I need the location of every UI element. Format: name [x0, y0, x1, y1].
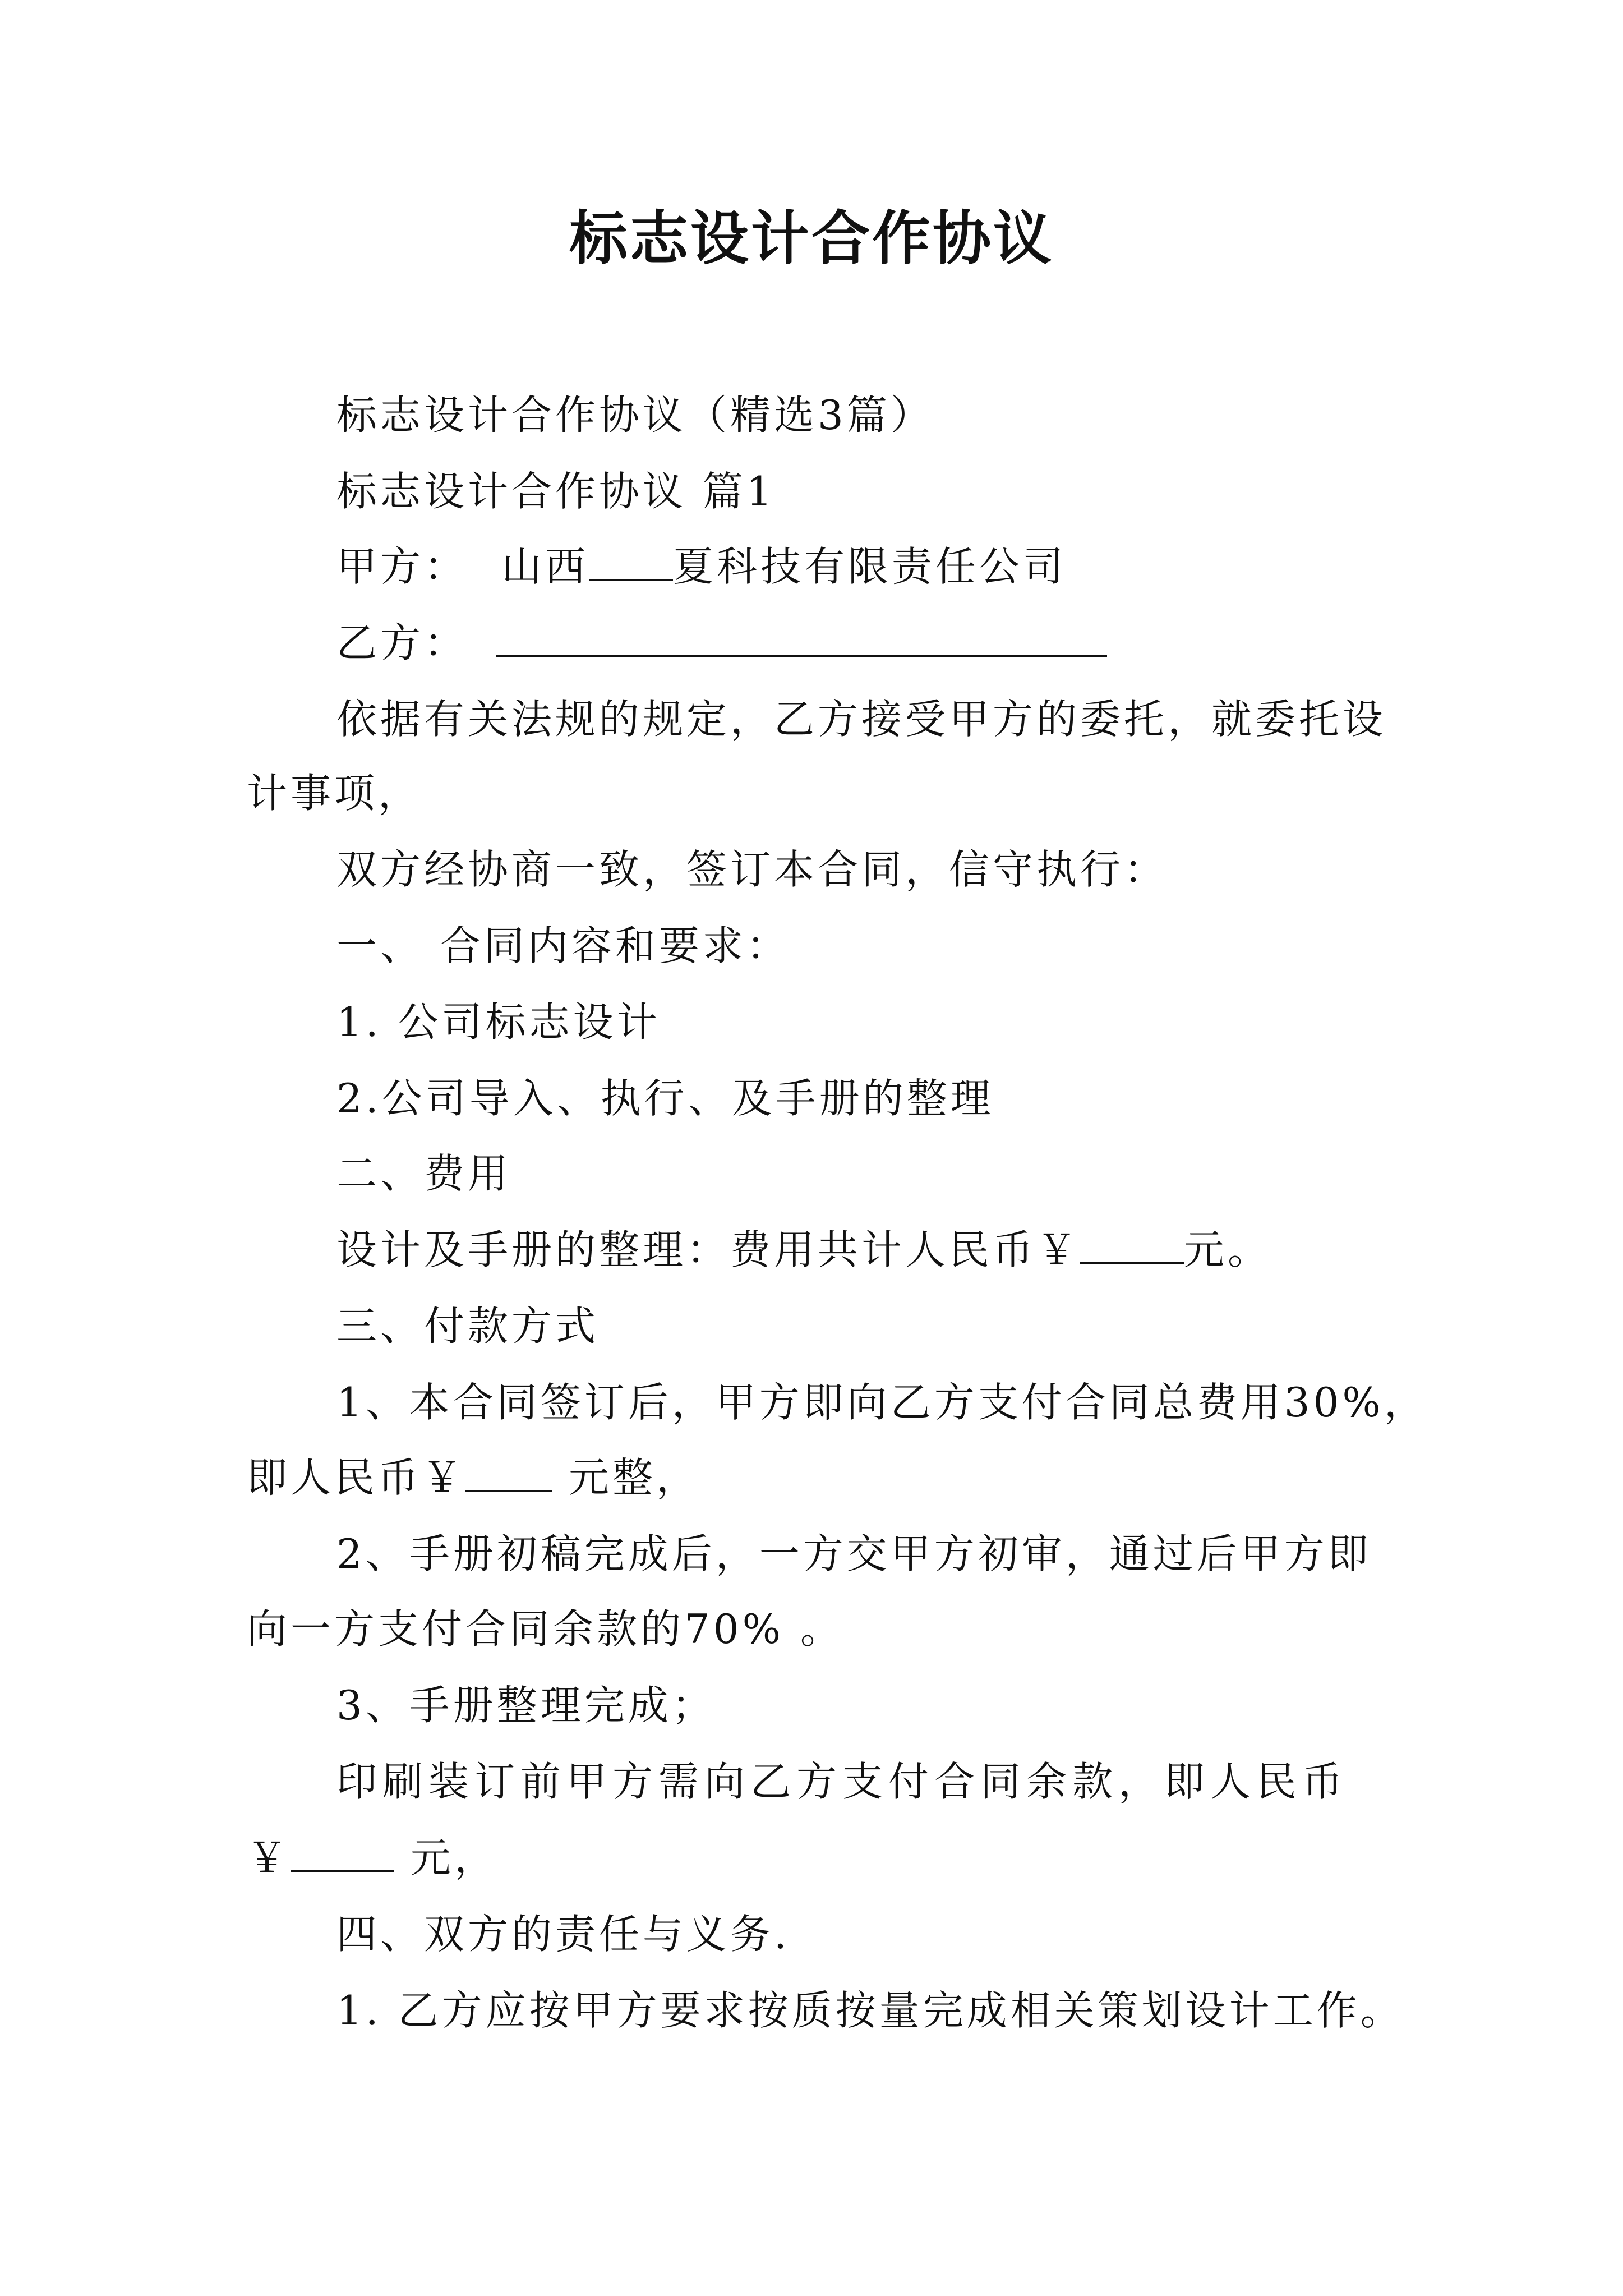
section-heading: 标志设计合作协议 篇1 [336, 468, 776, 515]
section-4-item-1: 1. 乙方应按甲方要求按质按量完成相关策划设计工作。 [336, 1987, 1404, 2034]
payment-3-blank [291, 1837, 394, 1872]
fee-blank [1080, 1228, 1184, 1264]
fee-line [336, 1222, 1271, 1278]
subtitle: 标志设计合作协议（精选3篇） [336, 392, 934, 439]
section-1-heading: 一、 合同内容和要求： [336, 922, 790, 969]
section-1-item-2: 2.公司导入、执行、及手册的整理 [336, 1075, 994, 1122]
party-a-name-suffix: 夏科技有限责任公司 [673, 543, 1067, 590]
payment-1-blank [465, 1456, 552, 1492]
payment-3-line-1: 3、手册整理完成； [336, 1682, 716, 1729]
intro-line-2: 计事项， [247, 770, 422, 817]
payment-1-suffix: 元整， [552, 1454, 700, 1501]
payment-1-line-2 [247, 1450, 700, 1506]
payment-2-line-1: 2、手册初稿完成后，一方交甲方初审，通过后甲方即 [336, 1530, 1372, 1577]
section-2-heading: 二、费用 [336, 1150, 512, 1197]
payment-3-suffix: 元， [394, 1834, 498, 1881]
party-b-blank [496, 622, 1107, 657]
party-b-line [336, 615, 1107, 671]
party-a-label: 甲方： [336, 543, 468, 590]
party-a-name-prefix: 山西 [501, 543, 589, 590]
agreement-line: 双方经协商一致，签订本合同，信守执行： [336, 846, 1168, 893]
payment-1-line-1: 1、本合同签订后，甲方即向乙方支付合同总费用30%， [336, 1379, 1428, 1426]
document-title: 标志设计合作协议 [569, 204, 1054, 273]
intro-line-1: 依据有关法规的规定，乙方接受甲方的委托，就委托设 [336, 696, 1387, 743]
fee-suffix: 元。 [1184, 1226, 1272, 1273]
section-3-heading: 三、付款方式 [336, 1303, 600, 1350]
party-a-blank [589, 545, 673, 581]
section-1-item-1: 1. 公司标志设计 [336, 999, 661, 1046]
payment-2-line-2: 向一方支付合同余款的70% 。 [247, 1605, 844, 1653]
party-b-label: 乙方： [336, 619, 468, 666]
section-4-heading: 四、双方的责任与义务. [336, 1911, 790, 1958]
fee-prefix: 设计及手册的整理：费用共计人民币￥ [336, 1226, 1081, 1273]
party-a-line [336, 539, 1067, 595]
payment-3-line-3 [247, 1830, 498, 1886]
payment-3-line-2: 印刷装订前甲方需向乙方支付合同余款，即人民币 [336, 1758, 1349, 1805]
payment-3-prefix: ￥ [247, 1834, 291, 1881]
payment-1-prefix: 即人民币￥ [247, 1454, 466, 1501]
